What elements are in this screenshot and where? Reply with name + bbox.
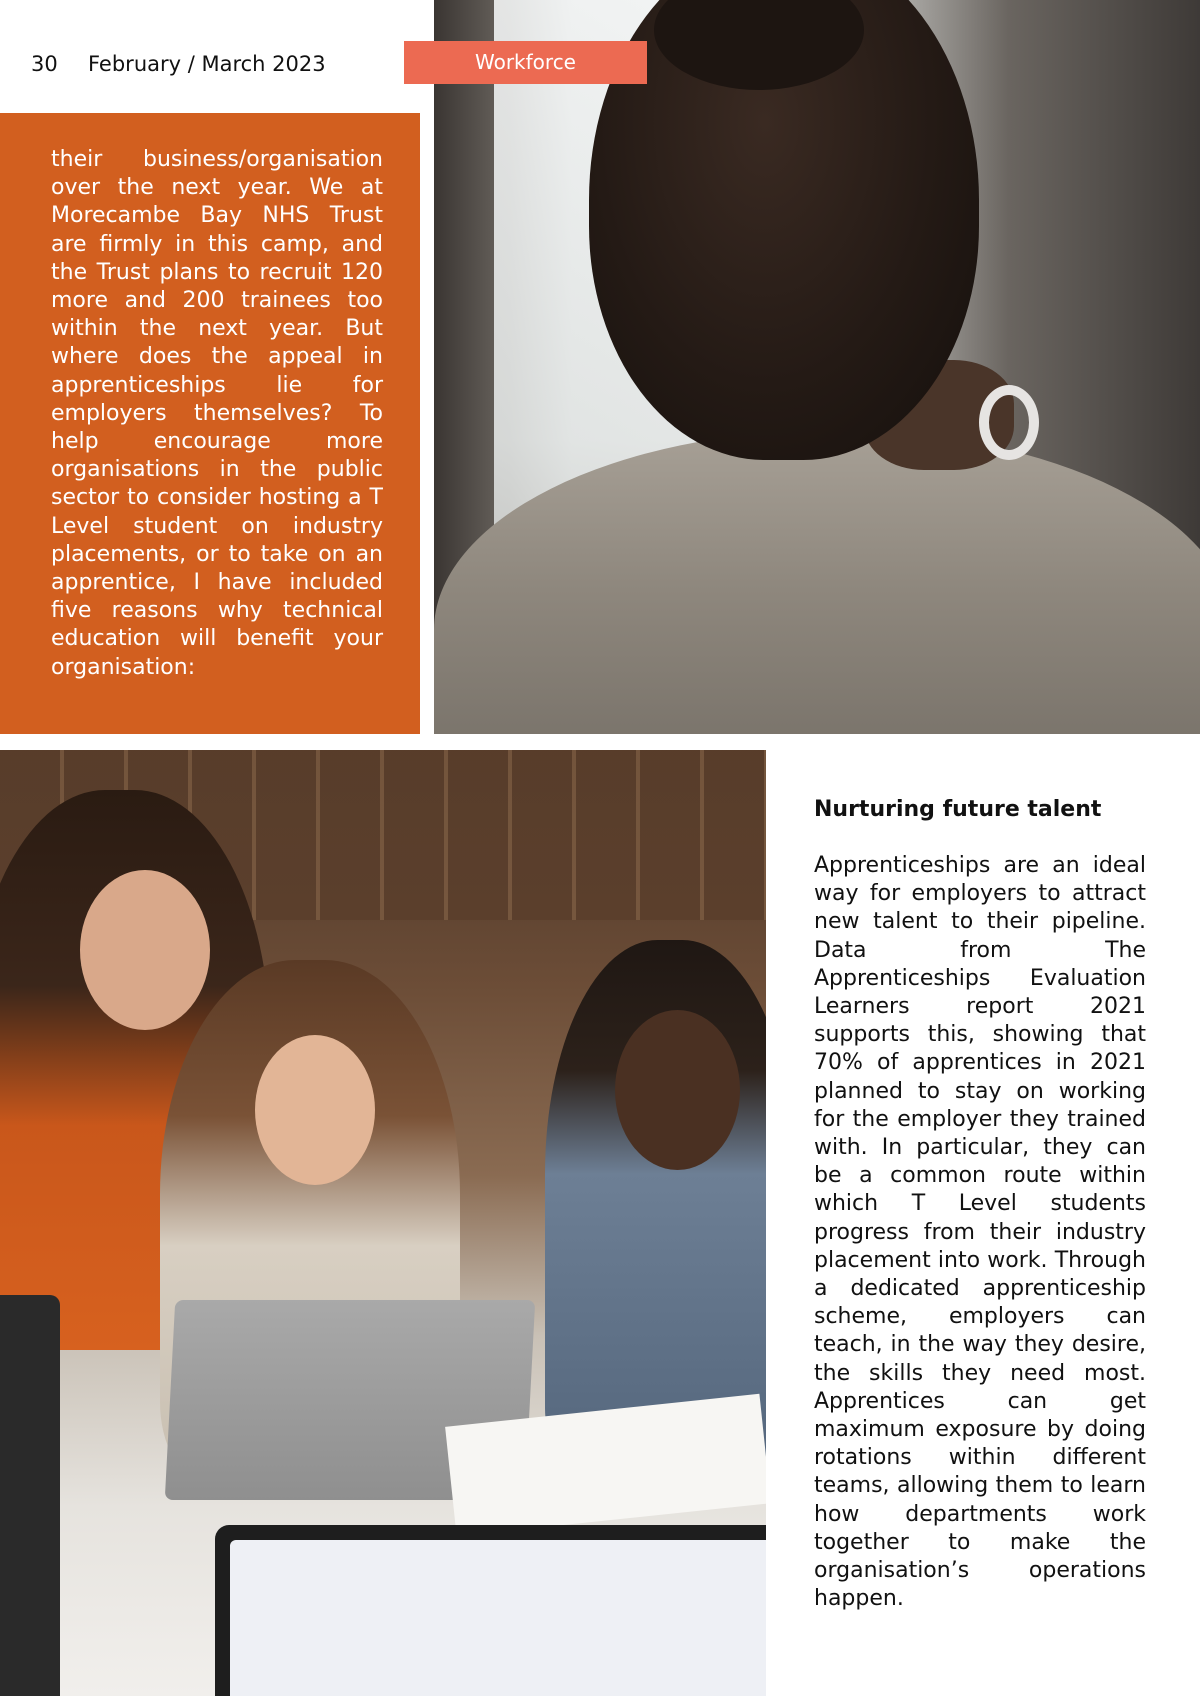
woman-from-behind-photo	[434, 0, 1200, 734]
section-tag: Workforce	[404, 41, 647, 84]
article-body: Apprenticeships are an ideal way for employers to attract new talent to their pipeline. Data from The Apprenticeships Evaluation Learners report 2021 supports this, showing that 70% of apprentices in 2021 planned to stay on working for the employer they trained with. In particular, they can be a common route within which T Level students progress from their industry placement into work. Through a dedicated apprenticeship scheme, employers can teach, in the way they desire, the skills they need most. Apprentices can get maximum exposure by doing rotations within different teams, allowing them to learn how departments work together to make the organisation’s operations happen.	[814, 853, 1146, 1612]
earring	[979, 385, 1039, 460]
article-subheading: Nurturing future talent	[814, 797, 1102, 822]
face-middle	[255, 1035, 375, 1185]
monitor-left	[0, 1295, 60, 1696]
monitor-screen	[230, 1540, 766, 1696]
face-left	[80, 870, 210, 1030]
orange-text-panel	[0, 113, 420, 734]
face-right	[615, 1010, 740, 1170]
team-laptop-photo	[0, 750, 766, 1696]
panel-text: their business/organisation over the next year. We at Morecambe Bay NHS Trust are firmly in this camp, and the Trust plans to recruit 120 more and 200 trainees too within the next year. But where does the appeal in apprenticeships lie for employers themselves? To help encourage more organisations in the public sector to consider hosting a T Level student on industry placements, or to take on an apprentice, I have included five reasons why technical education will benefit your organisation:	[51, 147, 383, 680]
issue-date: February / March 2023	[88, 52, 326, 76]
page-number: 30	[31, 52, 58, 76]
